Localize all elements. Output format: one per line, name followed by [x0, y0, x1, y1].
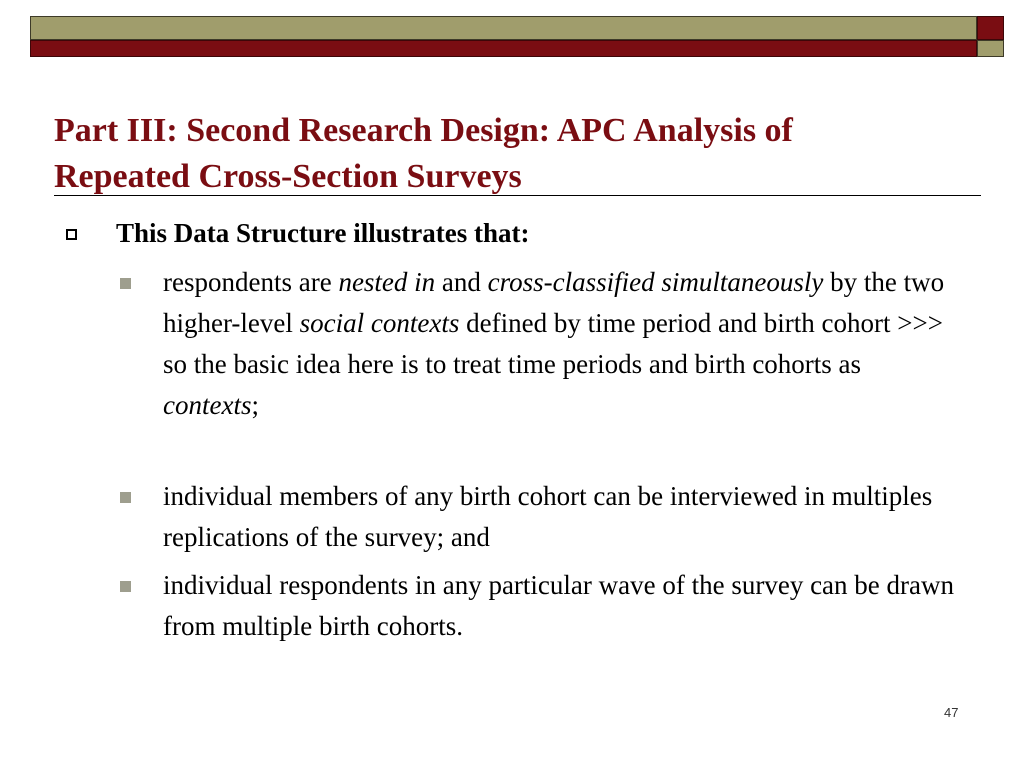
square-bullet-icon [120, 492, 131, 503]
bullet-1-text-part: ; [251, 390, 259, 420]
bullet-item-3: individual respondents in any particular wave of the survey can be drawn from multiple birth cohorts. [163, 570, 954, 641]
level1-bullet-text: This Data Structure illustrates that: [116, 218, 530, 248]
slide-title-line-1: Part III: Second Research Design: APC Analysis of [54, 112, 793, 149]
bullet-1-italic-cross-classified: cross-classified simultaneously [487, 267, 824, 297]
bullet-1-text-part: and [435, 267, 488, 297]
square-bullet-icon [120, 581, 131, 592]
bullet-item-1 [163, 262, 963, 426]
bullet-1-italic-social-contexts: social contexts [299, 308, 460, 338]
header-square-olive [977, 40, 1004, 57]
bullet-1-text-part: defined by time period and birth cohort >>> so the basic idea here is to treat time periods and birth cohorts as [163, 308, 943, 379]
hollow-square-bullet-icon [66, 229, 77, 240]
slide-title-line-2: Repeated Cross-Section Surveys [54, 158, 522, 195]
slide-title [54, 108, 974, 200]
header-band-red [30, 40, 977, 57]
page-number: 47 [944, 705, 959, 720]
bullet-1-italic-contexts: contexts [163, 390, 252, 420]
square-bullet-icon [120, 278, 131, 289]
bullet-1-text-part: respondents are [163, 267, 339, 297]
title-underline [54, 195, 981, 196]
header-band-olive [30, 16, 977, 40]
bullet-item-2: individual members of any birth cohort can be interviewed in multiples replications of the survey; and [163, 481, 933, 552]
bullet-1-text-part: by the two higher-level [163, 267, 945, 338]
header-square-red [977, 16, 1004, 40]
bullet-1-italic-nested: nested in [338, 267, 436, 297]
